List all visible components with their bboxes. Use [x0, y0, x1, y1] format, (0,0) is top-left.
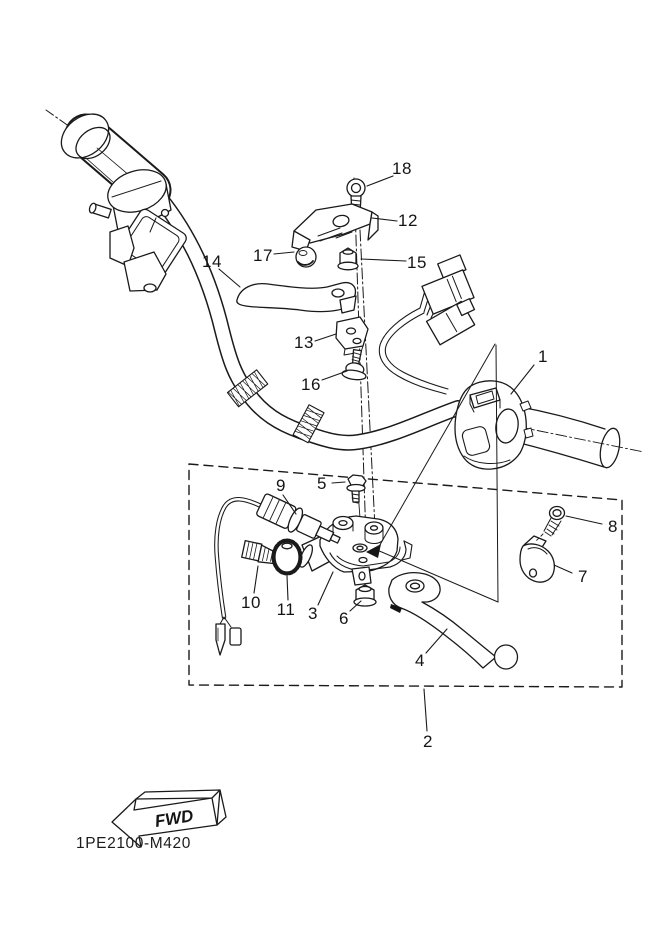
- leader-line-11: [287, 576, 288, 600]
- bracket-13: [336, 317, 368, 355]
- callout-15[interactable]: 15: [407, 253, 427, 272]
- knurled-wheel-11: [274, 541, 301, 574]
- callout-3[interactable]: 3: [308, 604, 318, 623]
- leader-line-18: [367, 176, 393, 186]
- cap-17: [296, 247, 316, 267]
- screw-8: [544, 507, 565, 537]
- leader-line-4: [426, 629, 447, 653]
- callout-18[interactable]: 18: [392, 159, 412, 178]
- callout-5[interactable]: 5: [317, 474, 327, 493]
- screw-16: [342, 349, 370, 382]
- lever-14: [237, 283, 356, 313]
- leader-line-14: [219, 269, 240, 287]
- callout-8[interactable]: 8: [608, 517, 618, 536]
- callout-11[interactable]: 11: [276, 600, 296, 619]
- bracket-12: [292, 204, 378, 251]
- callout-14[interactable]: 14: [202, 252, 222, 271]
- leader-line-5: [332, 482, 345, 483]
- callout-13[interactable]: 13: [294, 333, 314, 352]
- callout-16[interactable]: 16: [301, 375, 321, 394]
- drawing-code: 1PE2100-M420: [76, 835, 191, 852]
- callout-10[interactable]: 10: [241, 593, 261, 612]
- bolt-5: [347, 475, 366, 503]
- clamp-7: [520, 534, 554, 582]
- leader-line-2: [424, 689, 427, 731]
- leader-line-15: [361, 259, 406, 261]
- master-cylinder-assembly: [88, 163, 188, 292]
- leader-line-13: [315, 334, 336, 341]
- leader-line-10: [254, 566, 258, 593]
- callout-17[interactable]: 17: [253, 246, 273, 265]
- callout-9[interactable]: 9: [276, 476, 286, 495]
- callout-12[interactable]: 12: [398, 211, 418, 230]
- nut-15: [338, 248, 358, 270]
- wire-connector: [422, 255, 475, 345]
- washer-under-bolt5: [353, 544, 367, 552]
- callout-6[interactable]: 6: [339, 609, 349, 628]
- callout-1[interactable]: 1: [538, 347, 548, 366]
- callout-7[interactable]: 7: [578, 567, 588, 586]
- leader-line-17: [274, 252, 294, 254]
- leader-line-1: [511, 365, 534, 394]
- callout-4[interactable]: 4: [415, 651, 425, 670]
- fwd-label: FWD: [153, 806, 195, 831]
- cable-end-terminals: [216, 617, 241, 655]
- callout-2[interactable]: 2: [423, 732, 433, 751]
- nut-6: [354, 585, 376, 606]
- leader-line-7: [554, 565, 572, 573]
- leader-line-8: [566, 516, 602, 524]
- leader-line-3: [318, 572, 333, 605]
